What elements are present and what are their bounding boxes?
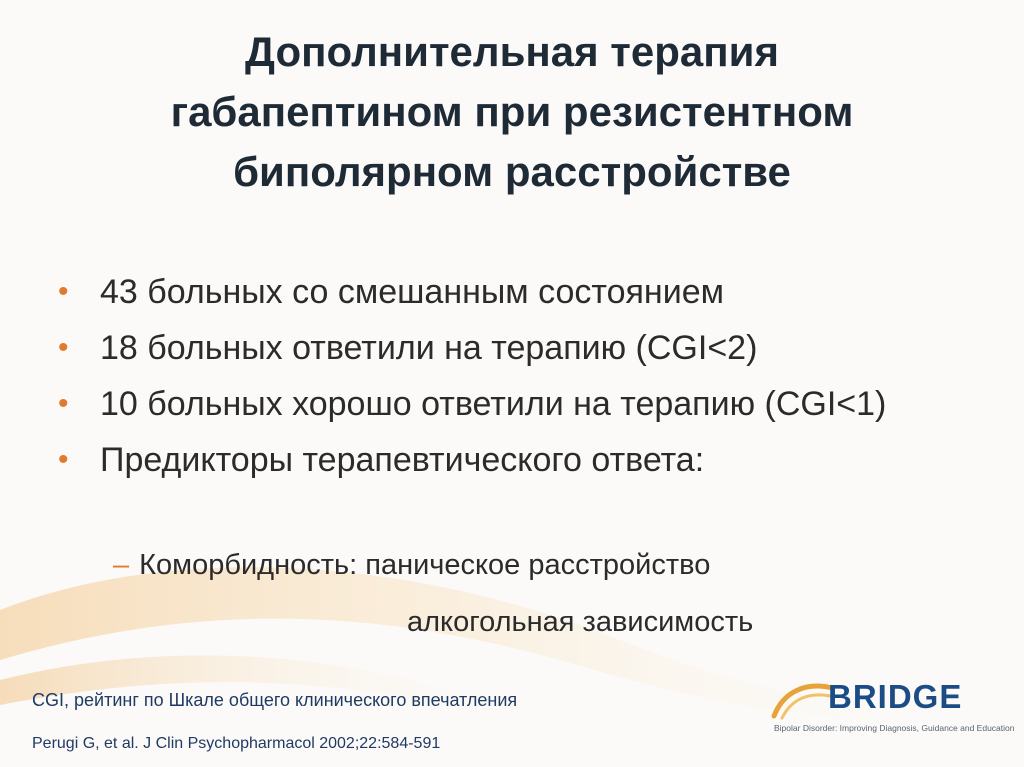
footnote-reference: Perugi G, et al. J Clin Psychopharmacol 2002;22:584-591 [32, 735, 441, 752]
logo-tagline: Bipolar Disorder: Improving Diagnosis, Guidance and Education [774, 723, 1015, 733]
title-line-1: Дополнительная терапия [245, 28, 779, 75]
footnote-definition: CGI, рейтинг по Шкале общего клинического впечатления [32, 690, 518, 710]
bullet-text: 18 больных ответили на терапию (CGI<2) [100, 329, 758, 367]
sub-item-continuation: алкогольная зависимость [407, 606, 754, 638]
bullet-marker: • [58, 275, 69, 308]
bullet-text: 10 больных хорошо ответили на терапию (CGI<1) [100, 385, 887, 423]
bullet-text: Предикторы терапевтического ответа: [100, 441, 705, 479]
sub-item-dash: – [113, 549, 130, 581]
bullet-item [58, 440, 958, 480]
title-line-3: биполярном расстройстве [233, 148, 791, 195]
logo-wordmark: BRIDGE [828, 678, 963, 715]
bullet-text: 43 больных со смешанным состоянием [100, 273, 724, 311]
bullet-list [58, 272, 958, 496]
bullet-marker: • [58, 331, 69, 364]
bullet-item [58, 384, 920, 424]
title-line-2: габапептином при резистентном [170, 88, 854, 135]
bridge-logo [770, 676, 1015, 746]
bullet-marker: • [58, 387, 69, 420]
bullet-item [58, 272, 958, 312]
slide-title [60, 22, 964, 202]
sub-item-comorbidity [113, 548, 710, 582]
bullet-marker: • [58, 443, 69, 476]
bullet-item [58, 328, 958, 368]
sub-item-text: Коморбидность: паническое расстройство [139, 549, 711, 581]
